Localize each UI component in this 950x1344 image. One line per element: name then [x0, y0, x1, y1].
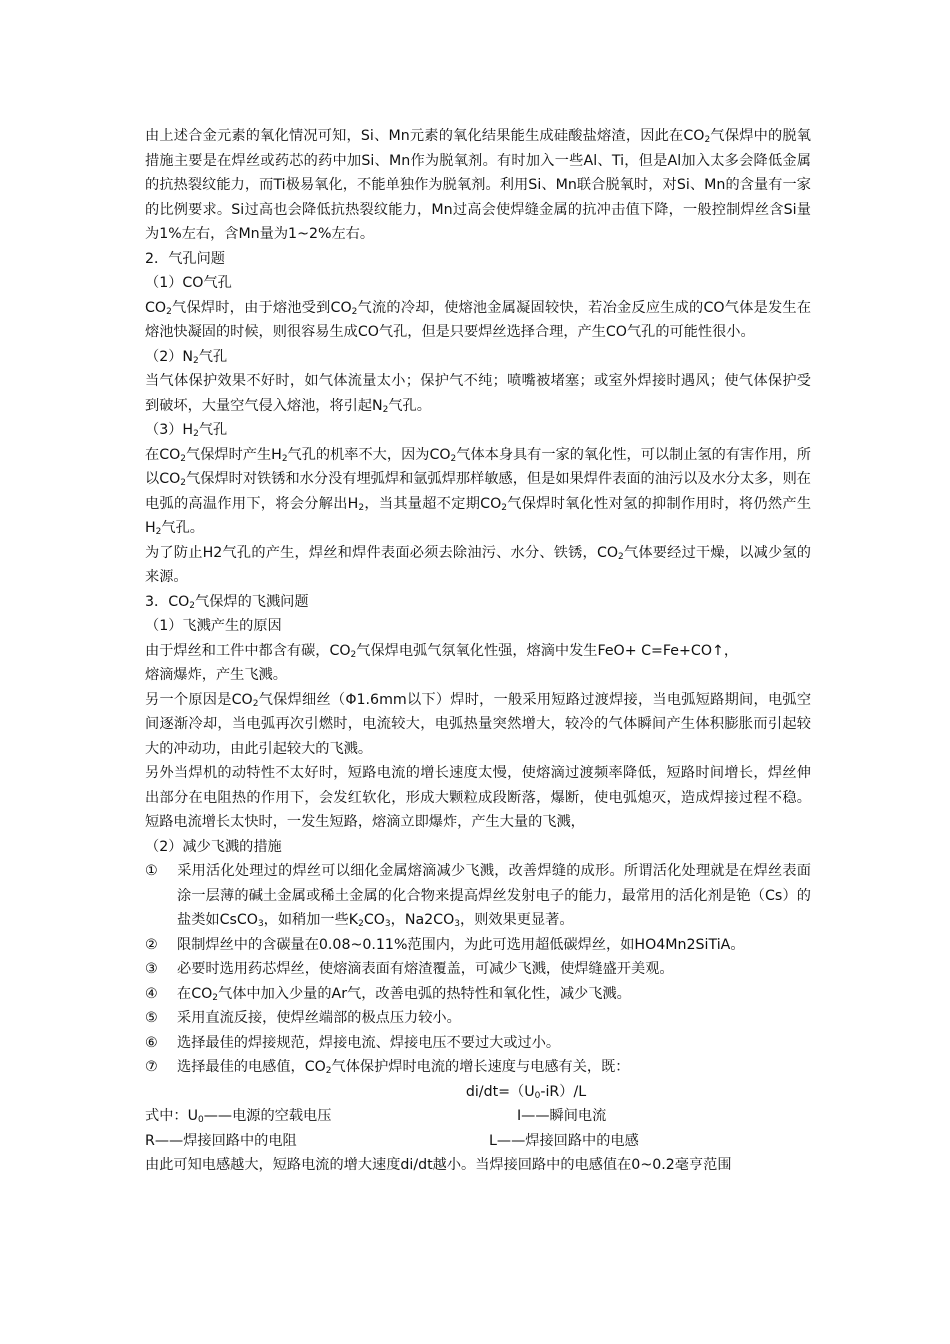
text-run: 为了防止H2气孔的产生，焊丝和焊件表面必须去除油污、水分、铁锈，CO	[145, 544, 619, 561]
text-run: 气保焊时产生H	[186, 446, 282, 463]
measure-number: ④	[145, 985, 158, 1002]
text-run: 气孔。	[388, 397, 431, 414]
subscript: 2	[281, 453, 288, 464]
text-run: ——电源的空载电压	[203, 1108, 332, 1124]
text-run: ，当其量超不定期CO	[364, 495, 502, 512]
text-run: 气体本身具有一家的氧化性，可以制止氢的有害作用，所以CO	[145, 446, 811, 487]
closing-paragraph: 由此可知电感越大，短路电流的增大速度di/dt越小。当焊接回路中的电感值在0~0.2毫亨范围	[145, 1157, 732, 1173]
text-run: 气保焊时氧化性对氢的抑制作用时，将仍然产生H	[145, 495, 812, 536]
subscript: 2	[325, 1066, 332, 1076]
definition-row-2	[145, 1129, 811, 1154]
text-run: 式中：U	[145, 1108, 198, 1124]
text-run: 气体要经过干燥，以减少氢的来源。	[145, 544, 811, 585]
text-run: 气保焊电弧气氛氧化性强，熔滴中发生FeO+ C=Fe+CO↑，	[356, 642, 739, 659]
measures-list	[145, 859, 811, 1080]
cause-3-paragraph: 另外当焊机的动特性不太好时，短路电流的增长速度太慢，使熔滴过渡频率降低，短路时间增长，焊丝伸出部分在电阻热的作用下，会发红软化，形成大颗粒成段断落，爆断，使电弧熄灭，造成焊接过程不稳。短路电流增长太快时，一发生短路，熔滴立即爆炸，产生大量的飞溅，	[145, 765, 811, 830]
subscript: 2	[618, 551, 624, 562]
subscript: 2	[351, 306, 358, 317]
subscript: 2	[180, 453, 186, 464]
text-run: 气孔	[198, 348, 228, 365]
text-run: ，Na2CO	[390, 912, 455, 928]
subscript: 2	[450, 453, 457, 464]
definition-u0	[145, 1108, 331, 1124]
h2-prevention-paragraph	[145, 541, 811, 590]
subscript: 0	[197, 1115, 204, 1125]
n2-pore-paragraph	[145, 369, 811, 418]
measure-item	[145, 1031, 811, 1056]
text-run: 气保焊中的脱氧措施主要是在焊丝或药芯的药中加Si、Mn作为脱氧剂。有时加入一些Al、Ti，但是Al加入太多会降低金属的抗热裂纹能力，而Ti极易氧化，不能单独作为脱氧剂。利用Si、Mn联合脱氧时，对Si、Mn的含量有一家的比例要求。Si过高也会降低抗热裂纹能力，Mn过高会使焊缝金属的抗冲击值下降，一般控制焊丝含Si量为1%左右，含Mn量为1~2%左右。	[145, 128, 811, 242]
measure-number: ⑥	[145, 1034, 158, 1051]
text-run: 气保焊时，由于熔池受到CO	[171, 299, 352, 316]
subscript: 3	[384, 919, 391, 929]
section-heading-spatter	[145, 590, 811, 615]
text-run: 选择最佳的焊接规范，焊接电流、焊接电压不要过大或过小。	[177, 1034, 561, 1051]
subheading-h2-pore	[145, 418, 811, 443]
text-run: CO	[363, 912, 385, 928]
co-pore-paragraph	[145, 296, 811, 345]
measure-item	[145, 982, 811, 1007]
measure-number: ③	[145, 961, 158, 977]
text-run: （3）H	[145, 422, 194, 438]
subscript: 2	[193, 355, 199, 366]
measure-item	[145, 933, 811, 958]
text-run: 采用直流反接，使焊丝端部的极点压力较小。	[177, 1010, 461, 1026]
text-run: 限制焊丝中的含碳量在0.08~0.11%范围内，为此可选用超低碳焊丝，如HO4Mn2SiTiA。	[177, 936, 745, 953]
text-run: 气保焊的飞溅问题	[195, 593, 309, 610]
measure-item	[145, 1055, 811, 1080]
definition-l: L——焊接回路中的电感	[489, 1132, 639, 1149]
text-run: 3．CO	[145, 593, 190, 610]
subscript: 2	[193, 429, 199, 439]
subscript: 2	[252, 698, 259, 709]
measure-item	[145, 1006, 811, 1031]
subscript: 2	[704, 135, 711, 145]
document-page	[145, 124, 811, 1178]
subscript: 2	[166, 306, 172, 317]
subscript: 2	[189, 600, 196, 611]
measure-number: ⑦	[145, 1059, 158, 1075]
subscript: 3	[257, 919, 264, 929]
text-run: 由上述合金元素的氧化情况可知，Si、Mn元素的氧化结果能生成硅酸盐熔渣，因此在CO	[145, 128, 705, 144]
inductance-formula	[145, 1080, 811, 1105]
text-run: di/dt=（U	[465, 1083, 535, 1100]
text-run: 气保焊时对铁锈和水分没有埋弧焊和氩弧焊那样敏感，但是如果焊件表面的油污以及水分太多，则在电弧的高温作用下，将会分解出H	[145, 471, 811, 512]
section-heading-pores: 2．气孔问题	[145, 250, 225, 267]
text-run: -iR）/L	[540, 1083, 587, 1100]
subscript: 2	[358, 502, 365, 513]
subscript: 2	[180, 478, 187, 488]
definition-row-1	[145, 1104, 811, 1129]
text-run: 当气体保护效果不好时，如气体流量太小；保护气不纯；喷嘴被堵塞；或室外焊接时遇风；使气体保护受到破坏，大量空气侵入熔池，将引起N	[145, 373, 811, 414]
measure-item	[145, 859, 811, 933]
text-run: 由于焊丝和工件中都含有碳，CO	[145, 642, 351, 659]
text-run: 选择最佳的电感值，CO	[177, 1059, 326, 1075]
text-run: 气保焊细丝（Φ1.6mm以下）焊时，一般采用短路过渡焊接，当电弧短路期间，电弧空间逐渐冷却，当电弧再次引燃时，电流较大，电弧热量突然增大，较冷的气体瞬间产生体积膨胀而引起较大的冲动功，由此引起较大的飞溅。	[145, 691, 812, 757]
text-run: 在CO	[145, 446, 181, 463]
h2-pore-paragraph	[145, 443, 811, 541]
subheading-n2-pore	[145, 345, 811, 370]
subscript: 3	[454, 919, 460, 929]
subscript: 2	[358, 919, 364, 929]
subscript: 2	[382, 404, 389, 415]
definition-i: I——瞬间电流	[517, 1108, 607, 1124]
text-run: 气体保护焊时电流的增长速度与电感有关，既：	[331, 1059, 630, 1075]
text-run: ，如稍加一些K	[263, 912, 359, 928]
subscript: 2	[350, 649, 357, 660]
subheading-co-pore: （1）CO气孔	[145, 275, 232, 291]
cause-1-line	[145, 639, 811, 664]
measure-item	[145, 957, 811, 982]
text-run: 另一个原因是CO	[145, 691, 253, 708]
measure-number: ⑤	[145, 1010, 158, 1026]
subscript: 2	[212, 992, 218, 1003]
measure-number: ②	[145, 936, 158, 953]
text-run: CO	[145, 299, 167, 316]
text-run: （2）N	[145, 348, 194, 365]
subscript: 2	[501, 502, 507, 513]
text-run: 气体中加入少量的Ar气，改善电弧的热特性和氧化性，减少飞溅。	[218, 985, 631, 1002]
text-run: 在CO	[177, 985, 213, 1002]
cause-2-paragraph	[145, 688, 811, 762]
measure-number: ①	[145, 863, 158, 879]
text-run: 采用活化处理过的焊丝可以细化金属熔滴减少飞溅，改善焊缝的成形。所谓活化处理就是在焊丝表面涂一层薄的碱土金属或稀土金属的化合物来提高焊丝发射电子的能力，最常用的活化剂是铯（Cs）的盐类如CsCO	[177, 863, 811, 928]
text-run: 气孔。	[161, 520, 204, 536]
intro-paragraph	[145, 124, 811, 247]
text-run: 气孔的机率不大，因为CO	[287, 446, 451, 463]
subscript: 0	[534, 1090, 541, 1101]
text-run: 气孔	[198, 422, 228, 438]
subheading-spatter-causes: （1）飞溅产生的原因	[145, 618, 282, 634]
cause-1-continuation: 熔滴爆炸，产生飞溅。	[145, 667, 287, 683]
subheading-spatter-measures: （2）减少飞溅的措施	[145, 838, 282, 855]
text-run: 气流的冷却，使熔池金属凝固较快，若冶金反应生成的CO气体是发生在熔池快凝固的时候，则很容易生成CO气孔，但是只要焊丝选择合理，产生CO气孔的可能性很小。	[145, 299, 812, 340]
definition-r: R——焊接回路中的电阻	[145, 1132, 297, 1149]
subscript: 2	[155, 527, 162, 537]
text-run: 必要时选用药芯焊丝，使熔滴表面有熔渣覆盖，可减少飞溅，使焊缝盛开美观。	[177, 961, 674, 977]
text-run: ，则效果更显著。	[460, 912, 574, 928]
